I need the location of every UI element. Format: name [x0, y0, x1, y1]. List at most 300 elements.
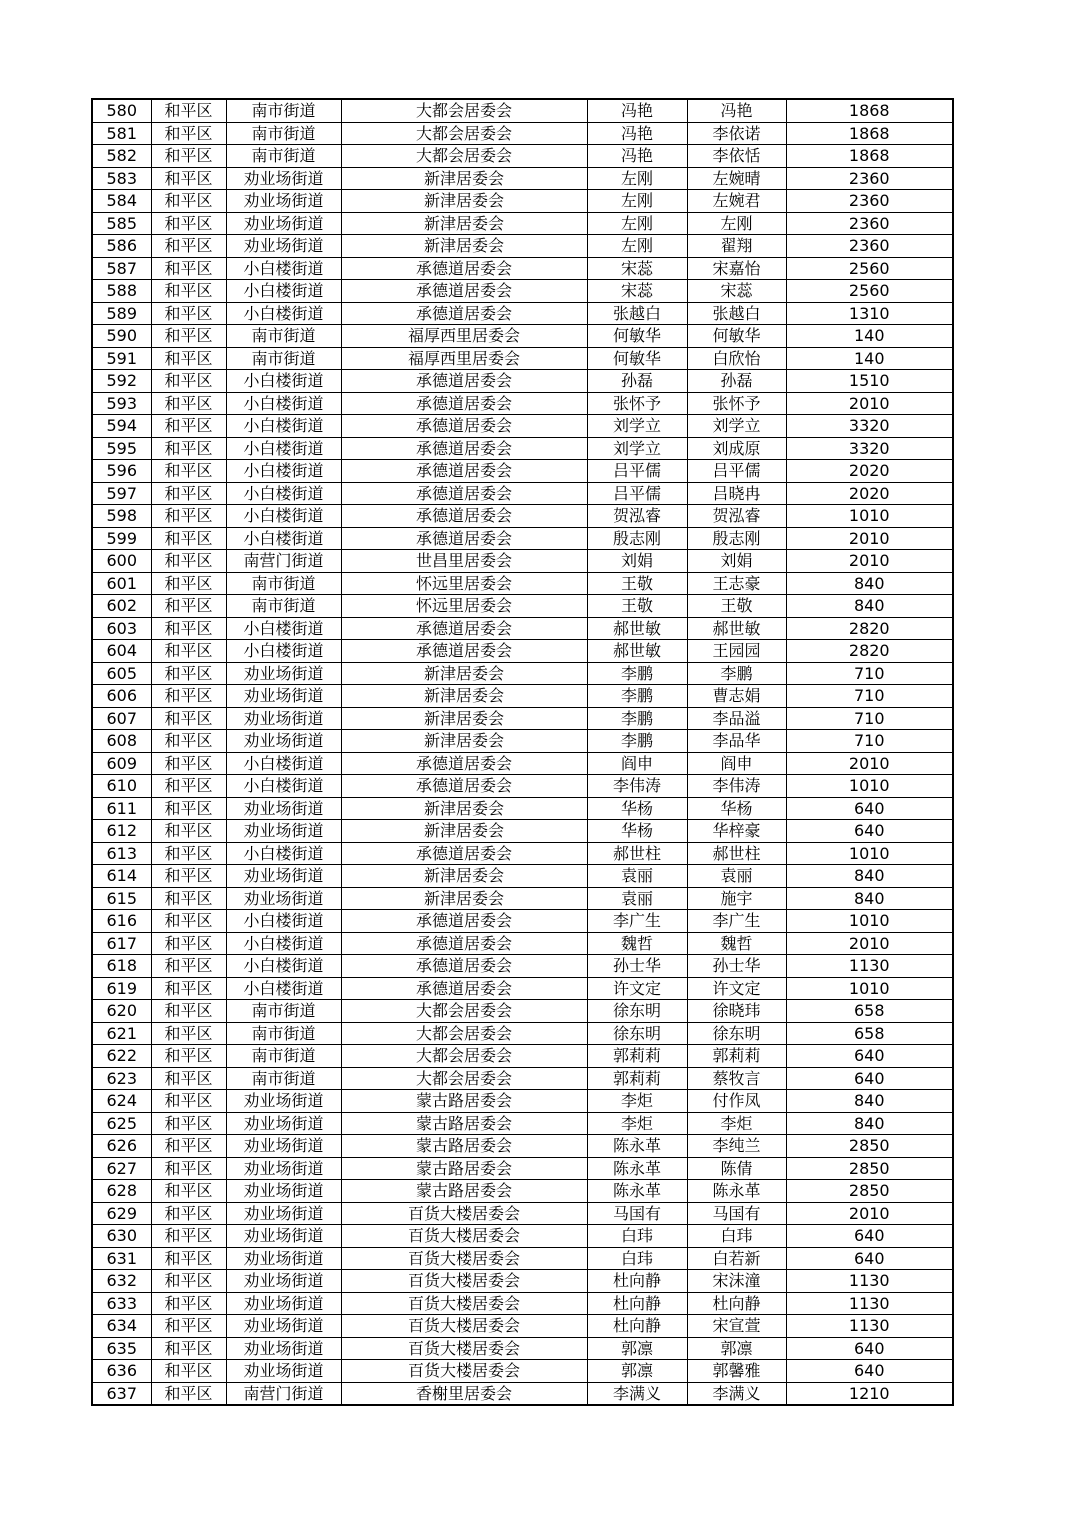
district-cell: 和平区 — [151, 167, 226, 190]
amount-cell: 2010 — [786, 527, 953, 550]
committee-cell: 怀远里居委会 — [341, 595, 587, 618]
table-row — [92, 1112, 953, 1135]
row-index: 613 — [92, 842, 151, 865]
committee-cell: 承德道居委会 — [341, 842, 587, 865]
row-index: 605 — [92, 662, 151, 685]
amount-cell: 2020 — [786, 482, 953, 505]
committee-cell: 新津居委会 — [341, 730, 587, 753]
applicant-cell: 李广生 — [587, 910, 687, 933]
applicant-cell: 左刚 — [587, 167, 687, 190]
member-cell: 曹志娟 — [687, 685, 786, 708]
applicant-cell: 孙磊 — [587, 370, 687, 393]
district-cell: 和平区 — [151, 685, 226, 708]
member-cell: 李伟涛 — [687, 775, 786, 798]
committee-cell: 承德道居委会 — [341, 437, 587, 460]
member-cell: 孙磊 — [687, 370, 786, 393]
table-row — [92, 1135, 953, 1158]
member-cell: 李满义 — [687, 1382, 786, 1405]
amount-cell: 140 — [786, 347, 953, 370]
committee-cell: 大都会居委会 — [341, 1022, 587, 1045]
member-cell: 宋宣萱 — [687, 1315, 786, 1338]
member-cell: 郭莉莉 — [687, 1045, 786, 1068]
amount-cell: 1510 — [786, 370, 953, 393]
amount-cell: 840 — [786, 1090, 953, 1113]
table-row — [92, 235, 953, 258]
committee-cell: 大都会居委会 — [341, 145, 587, 168]
street-cell: 南市街道 — [226, 1022, 341, 1045]
row-index: 609 — [92, 752, 151, 775]
row-index: 600 — [92, 550, 151, 573]
district-cell: 和平区 — [151, 257, 226, 280]
amount-cell: 640 — [786, 1337, 953, 1360]
row-index: 637 — [92, 1382, 151, 1405]
committee-cell: 承德道居委会 — [341, 910, 587, 933]
table-row — [92, 482, 953, 505]
row-index: 608 — [92, 730, 151, 753]
row-index: 596 — [92, 460, 151, 483]
applicant-cell: 贺泓睿 — [587, 505, 687, 528]
committee-cell: 承德道居委会 — [341, 527, 587, 550]
committee-cell: 福厚西里居委会 — [341, 347, 587, 370]
district-cell: 和平区 — [151, 190, 226, 213]
district-cell: 和平区 — [151, 1337, 226, 1360]
applicant-cell: 李鹏 — [587, 685, 687, 708]
committee-cell: 承德道居委会 — [341, 932, 587, 955]
table-row — [92, 1000, 953, 1023]
row-index: 622 — [92, 1045, 151, 1068]
district-cell: 和平区 — [151, 347, 226, 370]
amount-cell: 640 — [786, 820, 953, 843]
row-index: 589 — [92, 302, 151, 325]
table-row — [92, 1157, 953, 1180]
amount-cell: 1010 — [786, 842, 953, 865]
district-cell: 和平区 — [151, 460, 226, 483]
member-cell: 左刚 — [687, 212, 786, 235]
district-cell: 和平区 — [151, 707, 226, 730]
member-cell: 徐晓玮 — [687, 1000, 786, 1023]
applicant-cell: 刘学立 — [587, 437, 687, 460]
table-row — [92, 1022, 953, 1045]
table-row — [92, 437, 953, 460]
member-cell: 宋蕊 — [687, 280, 786, 303]
street-cell: 南市街道 — [226, 99, 341, 122]
table-row — [92, 527, 953, 550]
street-cell: 劝业场街道 — [226, 1225, 341, 1248]
applicant-cell: 李满义 — [587, 1382, 687, 1405]
street-cell: 小白楼街道 — [226, 392, 341, 415]
member-cell: 杜向静 — [687, 1292, 786, 1315]
table-row — [92, 1315, 953, 1338]
amount-cell: 840 — [786, 865, 953, 888]
row-index: 584 — [92, 190, 151, 213]
member-cell: 李广生 — [687, 910, 786, 933]
committee-cell: 世昌里居委会 — [341, 550, 587, 573]
row-index: 585 — [92, 212, 151, 235]
member-cell: 刘娟 — [687, 550, 786, 573]
street-cell: 小白楼街道 — [226, 370, 341, 393]
amount-cell: 840 — [786, 572, 953, 595]
amount-cell: 658 — [786, 1022, 953, 1045]
table-row — [92, 1067, 953, 1090]
committee-cell: 大都会居委会 — [341, 122, 587, 145]
member-cell: 白玮 — [687, 1225, 786, 1248]
applicant-cell: 吕平儒 — [587, 460, 687, 483]
row-index: 593 — [92, 392, 151, 415]
member-cell: 张越白 — [687, 302, 786, 325]
committee-cell: 蒙古路居委会 — [341, 1157, 587, 1180]
table-row — [92, 662, 953, 685]
applicant-cell: 许文定 — [587, 977, 687, 1000]
amount-cell: 1130 — [786, 1292, 953, 1315]
applicant-cell: 殷志刚 — [587, 527, 687, 550]
amount-cell: 1868 — [786, 122, 953, 145]
district-cell: 和平区 — [151, 1180, 226, 1203]
applicant-cell: 马国有 — [587, 1202, 687, 1225]
table-row — [92, 955, 953, 978]
amount-cell: 1868 — [786, 145, 953, 168]
district-cell: 和平区 — [151, 1000, 226, 1023]
amount-cell: 640 — [786, 1360, 953, 1383]
applicant-cell: 冯艳 — [587, 122, 687, 145]
street-cell: 南市街道 — [226, 1000, 341, 1023]
member-cell: 华梓豪 — [687, 820, 786, 843]
row-index: 628 — [92, 1180, 151, 1203]
amount-cell: 2850 — [786, 1135, 953, 1158]
row-index: 630 — [92, 1225, 151, 1248]
amount-cell: 840 — [786, 887, 953, 910]
district-cell: 和平区 — [151, 1045, 226, 1068]
committee-cell: 承德道居委会 — [341, 280, 587, 303]
district-cell: 和平区 — [151, 1157, 226, 1180]
street-cell: 劝业场街道 — [226, 1292, 341, 1315]
committee-cell: 新津居委会 — [341, 820, 587, 843]
table-row — [92, 212, 953, 235]
member-cell: 蔡牧言 — [687, 1067, 786, 1090]
amount-cell: 2010 — [786, 392, 953, 415]
amount-cell: 1010 — [786, 977, 953, 1000]
member-cell: 许文定 — [687, 977, 786, 1000]
district-cell: 和平区 — [151, 1292, 226, 1315]
table-body — [92, 99, 953, 1405]
district-cell: 和平区 — [151, 662, 226, 685]
amount-cell: 1010 — [786, 775, 953, 798]
committee-cell: 承德道居委会 — [341, 482, 587, 505]
amount-cell: 710 — [786, 685, 953, 708]
applicant-cell: 杜向静 — [587, 1270, 687, 1293]
committee-cell: 新津居委会 — [341, 167, 587, 190]
row-index: 614 — [92, 865, 151, 888]
member-cell: 袁丽 — [687, 865, 786, 888]
amount-cell: 2360 — [786, 235, 953, 258]
committee-cell: 承德道居委会 — [341, 302, 587, 325]
member-cell: 宋沫潼 — [687, 1270, 786, 1293]
street-cell: 小白楼街道 — [226, 527, 341, 550]
row-index: 587 — [92, 257, 151, 280]
committee-cell: 百货大楼居委会 — [341, 1315, 587, 1338]
table-row — [92, 932, 953, 955]
district-cell: 和平区 — [151, 617, 226, 640]
table-row — [92, 887, 953, 910]
table-row — [92, 820, 953, 843]
district-cell: 和平区 — [151, 1112, 226, 1135]
amount-cell: 2010 — [786, 550, 953, 573]
amount-cell: 2020 — [786, 460, 953, 483]
table-row — [92, 550, 953, 573]
member-cell: 翟翔 — [687, 235, 786, 258]
committee-cell: 百货大楼居委会 — [341, 1247, 587, 1270]
street-cell: 劝业场街道 — [226, 1315, 341, 1338]
amount-cell: 2360 — [786, 167, 953, 190]
table-row — [92, 640, 953, 663]
street-cell: 南市街道 — [226, 1067, 341, 1090]
committee-cell: 承德道居委会 — [341, 370, 587, 393]
committee-cell: 蒙古路居委会 — [341, 1135, 587, 1158]
committee-cell: 大都会居委会 — [341, 1067, 587, 1090]
committee-cell: 蒙古路居委会 — [341, 1112, 587, 1135]
member-cell: 白欣怡 — [687, 347, 786, 370]
row-index: 588 — [92, 280, 151, 303]
street-cell: 小白楼街道 — [226, 460, 341, 483]
street-cell: 劝业场街道 — [226, 887, 341, 910]
district-cell: 和平区 — [151, 392, 226, 415]
member-cell: 张怀予 — [687, 392, 786, 415]
committee-cell: 蒙古路居委会 — [341, 1180, 587, 1203]
committee-cell: 百货大楼居委会 — [341, 1202, 587, 1225]
street-cell: 南市街道 — [226, 572, 341, 595]
amount-cell: 640 — [786, 797, 953, 820]
amount-cell: 2560 — [786, 257, 953, 280]
row-index: 617 — [92, 932, 151, 955]
street-cell: 小白楼街道 — [226, 437, 341, 460]
table-row — [92, 910, 953, 933]
applicant-cell: 郭凛 — [587, 1360, 687, 1383]
row-index: 612 — [92, 820, 151, 843]
applicant-cell: 陈永革 — [587, 1180, 687, 1203]
table-row — [92, 572, 953, 595]
street-cell: 劝业场街道 — [226, 1135, 341, 1158]
district-cell: 和平区 — [151, 1135, 226, 1158]
applicant-cell: 何敏华 — [587, 347, 687, 370]
street-cell: 南营门街道 — [226, 1382, 341, 1405]
member-cell: 郭馨雅 — [687, 1360, 786, 1383]
street-cell: 劝业场街道 — [226, 1090, 341, 1113]
street-cell: 劝业场街道 — [226, 685, 341, 708]
district-cell: 和平区 — [151, 235, 226, 258]
amount-cell: 640 — [786, 1045, 953, 1068]
applicant-cell: 白玮 — [587, 1247, 687, 1270]
district-cell: 和平区 — [151, 482, 226, 505]
street-cell: 劝业场街道 — [226, 167, 341, 190]
district-cell: 和平区 — [151, 280, 226, 303]
applicant-cell: 宋蕊 — [587, 280, 687, 303]
district-cell: 和平区 — [151, 842, 226, 865]
street-cell: 劝业场街道 — [226, 1157, 341, 1180]
applicant-cell: 白玮 — [587, 1225, 687, 1248]
committee-cell: 承德道居委会 — [341, 392, 587, 415]
member-cell: 吕平儒 — [687, 460, 786, 483]
amount-cell: 840 — [786, 595, 953, 618]
district-cell: 和平区 — [151, 730, 226, 753]
amount-cell: 710 — [786, 730, 953, 753]
district-cell: 和平区 — [151, 145, 226, 168]
committee-cell: 大都会居委会 — [341, 1045, 587, 1068]
amount-cell: 2820 — [786, 640, 953, 663]
street-cell: 劝业场街道 — [226, 1360, 341, 1383]
district-cell: 和平区 — [151, 99, 226, 122]
street-cell: 小白楼街道 — [226, 505, 341, 528]
row-index: 633 — [92, 1292, 151, 1315]
member-cell: 马国有 — [687, 1202, 786, 1225]
amount-cell: 1210 — [786, 1382, 953, 1405]
street-cell: 劝业场街道 — [226, 1180, 341, 1203]
applicant-cell: 刘学立 — [587, 415, 687, 438]
street-cell: 小白楼街道 — [226, 842, 341, 865]
committee-cell: 福厚西里居委会 — [341, 325, 587, 348]
street-cell: 劝业场街道 — [226, 730, 341, 753]
amount-cell: 3320 — [786, 437, 953, 460]
member-cell: 郝世柱 — [687, 842, 786, 865]
committee-cell: 承德道居委会 — [341, 257, 587, 280]
street-cell: 劝业场街道 — [226, 707, 341, 730]
street-cell: 劝业场街道 — [226, 865, 341, 888]
member-cell: 徐东明 — [687, 1022, 786, 1045]
table-row — [92, 392, 953, 415]
district-cell: 和平区 — [151, 415, 226, 438]
committee-cell: 新津居委会 — [341, 662, 587, 685]
member-cell: 李纯兰 — [687, 1135, 786, 1158]
district-cell: 和平区 — [151, 527, 226, 550]
member-cell: 冯艳 — [687, 99, 786, 122]
row-index: 626 — [92, 1135, 151, 1158]
street-cell: 小白楼街道 — [226, 640, 341, 663]
table-row — [92, 797, 953, 820]
table-row — [92, 1180, 953, 1203]
row-index: 607 — [92, 707, 151, 730]
district-cell: 和平区 — [151, 977, 226, 1000]
street-cell: 小白楼街道 — [226, 955, 341, 978]
row-index: 595 — [92, 437, 151, 460]
applicant-cell: 刘娟 — [587, 550, 687, 573]
table-row — [92, 865, 953, 888]
district-cell: 和平区 — [151, 212, 226, 235]
row-index: 594 — [92, 415, 151, 438]
street-cell: 劝业场街道 — [226, 662, 341, 685]
applicant-cell: 李炬 — [587, 1112, 687, 1135]
row-index: 636 — [92, 1360, 151, 1383]
table-row — [92, 145, 953, 168]
district-cell: 和平区 — [151, 887, 226, 910]
row-index: 623 — [92, 1067, 151, 1090]
applicant-cell: 何敏华 — [587, 325, 687, 348]
spreadsheet-page — [91, 98, 954, 1406]
applicant-cell: 李鹏 — [587, 707, 687, 730]
member-cell: 贺泓睿 — [687, 505, 786, 528]
member-cell: 陈倩 — [687, 1157, 786, 1180]
district-cell: 和平区 — [151, 640, 226, 663]
table-row — [92, 1292, 953, 1315]
committee-cell: 百货大楼居委会 — [341, 1360, 587, 1383]
street-cell: 小白楼街道 — [226, 977, 341, 1000]
amount-cell: 1130 — [786, 955, 953, 978]
applicant-cell: 吕平儒 — [587, 482, 687, 505]
applicant-cell: 魏哲 — [587, 932, 687, 955]
street-cell: 小白楼街道 — [226, 302, 341, 325]
data-table — [91, 98, 954, 1406]
applicant-cell: 郭莉莉 — [587, 1067, 687, 1090]
applicant-cell: 华杨 — [587, 820, 687, 843]
table-row — [92, 280, 953, 303]
street-cell: 劝业场街道 — [226, 235, 341, 258]
table-row — [92, 1202, 953, 1225]
amount-cell: 658 — [786, 1000, 953, 1023]
committee-cell: 承德道居委会 — [341, 415, 587, 438]
row-index: 629 — [92, 1202, 151, 1225]
member-cell: 王志豪 — [687, 572, 786, 595]
member-cell: 左婉君 — [687, 190, 786, 213]
district-cell: 和平区 — [151, 437, 226, 460]
member-cell: 李依恬 — [687, 145, 786, 168]
street-cell: 小白楼街道 — [226, 482, 341, 505]
member-cell: 吕晓冉 — [687, 482, 786, 505]
street-cell: 劝业场街道 — [226, 212, 341, 235]
amount-cell: 1868 — [786, 99, 953, 122]
committee-cell: 承德道居委会 — [341, 640, 587, 663]
applicant-cell: 郭凛 — [587, 1337, 687, 1360]
amount-cell: 710 — [786, 662, 953, 685]
street-cell: 劝业场街道 — [226, 1270, 341, 1293]
applicant-cell: 郝世敏 — [587, 617, 687, 640]
member-cell: 郝世敏 — [687, 617, 786, 640]
member-cell: 阎申 — [687, 752, 786, 775]
street-cell: 小白楼街道 — [226, 617, 341, 640]
table-row — [92, 977, 953, 1000]
amount-cell: 1310 — [786, 302, 953, 325]
amount-cell: 140 — [786, 325, 953, 348]
applicant-cell: 王敬 — [587, 595, 687, 618]
member-cell: 何敏华 — [687, 325, 786, 348]
amount-cell: 2010 — [786, 752, 953, 775]
committee-cell: 新津居委会 — [341, 190, 587, 213]
committee-cell: 承德道居委会 — [341, 460, 587, 483]
committee-cell: 怀远里居委会 — [341, 572, 587, 595]
committee-cell: 大都会居委会 — [341, 99, 587, 122]
applicant-cell: 杜向静 — [587, 1292, 687, 1315]
applicant-cell: 郝世敏 — [587, 640, 687, 663]
district-cell: 和平区 — [151, 505, 226, 528]
row-index: 599 — [92, 527, 151, 550]
row-index: 610 — [92, 775, 151, 798]
committee-cell: 百货大楼居委会 — [341, 1270, 587, 1293]
committee-cell: 百货大楼居委会 — [341, 1337, 587, 1360]
committee-cell: 新津居委会 — [341, 235, 587, 258]
table-row — [92, 257, 953, 280]
row-index: 580 — [92, 99, 151, 122]
table-row — [92, 685, 953, 708]
row-index: 618 — [92, 955, 151, 978]
table-row — [92, 1360, 953, 1383]
district-cell: 和平区 — [151, 550, 226, 573]
row-index: 601 — [92, 572, 151, 595]
table-row — [92, 1247, 953, 1270]
committee-cell: 香榭里居委会 — [341, 1382, 587, 1405]
applicant-cell: 徐东明 — [587, 1022, 687, 1045]
applicant-cell: 郭莉莉 — [587, 1045, 687, 1068]
member-cell: 宋嘉怡 — [687, 257, 786, 280]
table-row — [92, 505, 953, 528]
committee-cell: 百货大楼居委会 — [341, 1225, 587, 1248]
district-cell: 和平区 — [151, 865, 226, 888]
member-cell: 孙士华 — [687, 955, 786, 978]
